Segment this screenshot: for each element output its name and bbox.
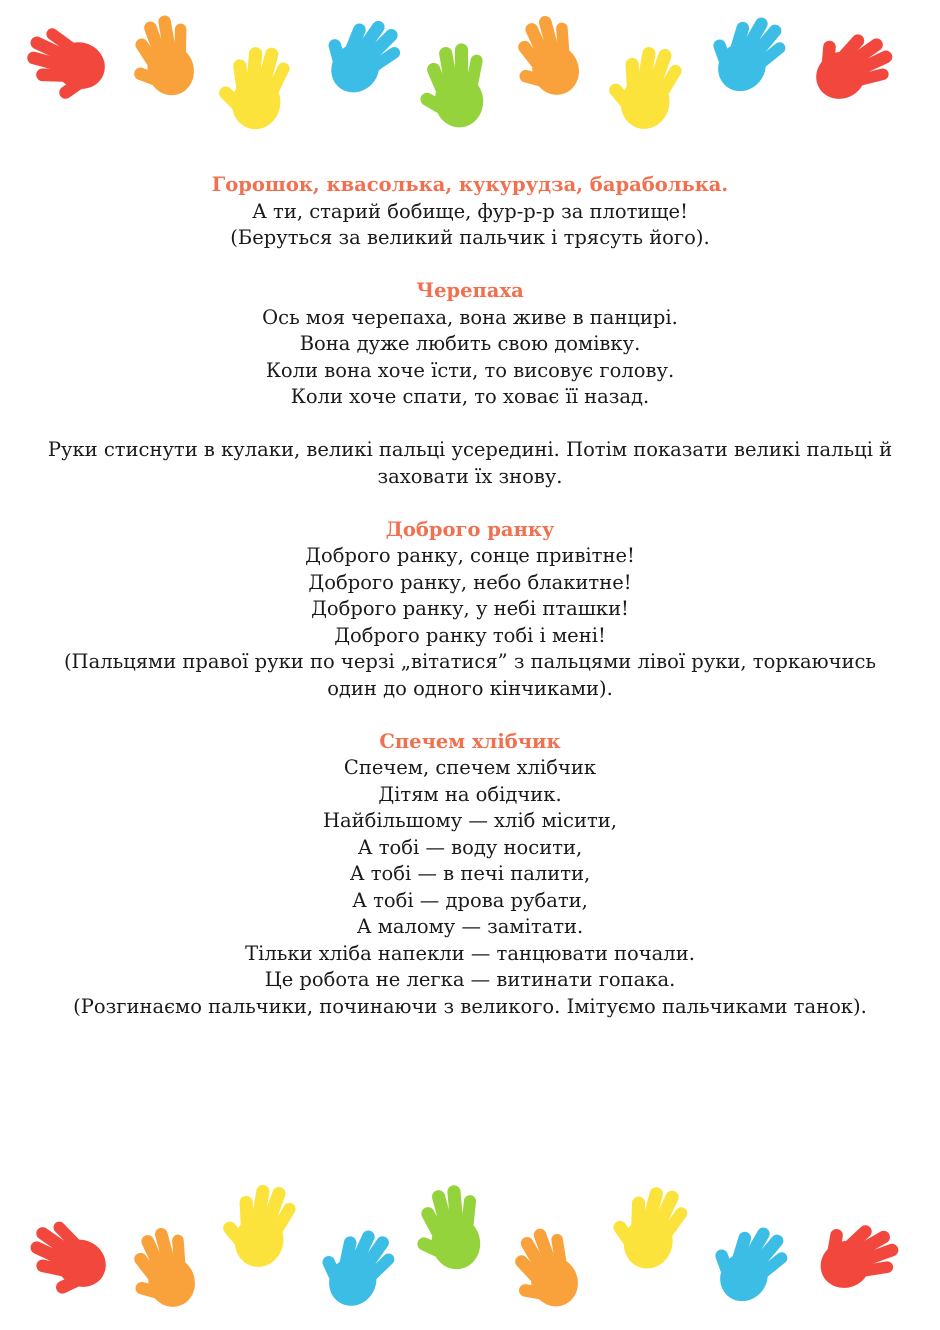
handprint-icon	[213, 1180, 302, 1274]
handprints-icon	[0, 1180, 940, 1330]
section-title: Доброго ранку	[385, 517, 555, 541]
handprint-icon	[309, 1, 411, 105]
handprint-icon	[413, 41, 489, 131]
verse-line: А тобі — воду носити,	[357, 835, 583, 859]
verse-line: Коли хоче спати, то ховає її назад.	[290, 385, 650, 408]
handprint-icon	[599, 36, 688, 135]
handprint-icon	[211, 39, 294, 134]
verse-line: Це робота не легка — витинати гопака.	[264, 968, 676, 991]
verse-line: Ось моя черепаха, вона живе в панцирі.	[262, 305, 678, 329]
instruction-line: (Розгинаємо пальчики, починаючи з великого. Імітуємо пальчиками танок).	[73, 994, 867, 1018]
verse-line: Найбільшому — хліб місити,	[323, 809, 617, 832]
section-title: Черепаха	[416, 279, 524, 302]
verse-line: Дітям на обідчик.	[378, 782, 562, 806]
verse-line: А малому — замітати.	[356, 915, 584, 938]
section-title: Спечем хлібчик	[379, 729, 561, 753]
verse-line: Вона дуже любить свою домівку.	[299, 332, 641, 355]
handprint-icon	[306, 1214, 403, 1317]
handprint-icon	[500, 9, 590, 107]
instruction-line: Руки стиснути в кулаки, великі пальці усередині. Потім показати великі пальці й	[47, 438, 893, 461]
handprint-icon	[806, 1206, 907, 1300]
handprints-icon	[0, 0, 940, 160]
verse-line: Спечем, спечем хлібчик	[343, 756, 597, 779]
handprint-icon	[698, 1209, 798, 1313]
handprint-icon	[14, 1212, 117, 1309]
bottom-handprint-border	[0, 1180, 940, 1330]
handprint-icon	[696, 0, 796, 103]
verse-line: А ти, старий бобище, фур-р-р за плотище!	[252, 199, 688, 223]
handprint-icon	[601, 1180, 695, 1277]
verse-line: Доброго ранку, небо блакитне!	[308, 570, 632, 594]
handprint-icon	[800, 14, 903, 111]
instruction-line: заховати їх знову.	[377, 464, 563, 488]
verse-line: А тобі — дрова рубати,	[352, 888, 588, 912]
top-handprint-border	[0, 0, 940, 160]
verse-line: (Беруться за великий пальчик і трясуть його).	[230, 226, 710, 249]
instruction-line: (Пальцями правої руки по черзі „вітатися” з пальцями лівої руки, торкаючись	[63, 650, 877, 673]
section-title: Горошок, квасолька, кукурудза, барабoлька.	[211, 173, 729, 196]
verse-line: Доброго ранку тобі і мені!	[334, 623, 606, 647]
verse-line: Доброго ранку, у небі пташки!	[311, 597, 629, 620]
instruction-line: один до одного кінчиками).	[327, 676, 613, 700]
handprint-icon	[406, 1181, 489, 1276]
verse-line: А тобі — в печі палити,	[349, 862, 591, 885]
handprint-icon	[15, 21, 113, 111]
rhymes-content	[40, 172, 900, 1020]
handprint-icon	[116, 1221, 206, 1319]
verse-line: Доброго ранку, сонце привітне!	[305, 544, 635, 567]
verse-line: Коли вона хоче їсти, то висовує голову.	[265, 358, 675, 382]
verse-line: Тільки хліба напекли — танцювати почали.	[245, 941, 695, 965]
handprint-icon	[119, 10, 204, 105]
handprint-icon	[496, 1220, 590, 1321]
